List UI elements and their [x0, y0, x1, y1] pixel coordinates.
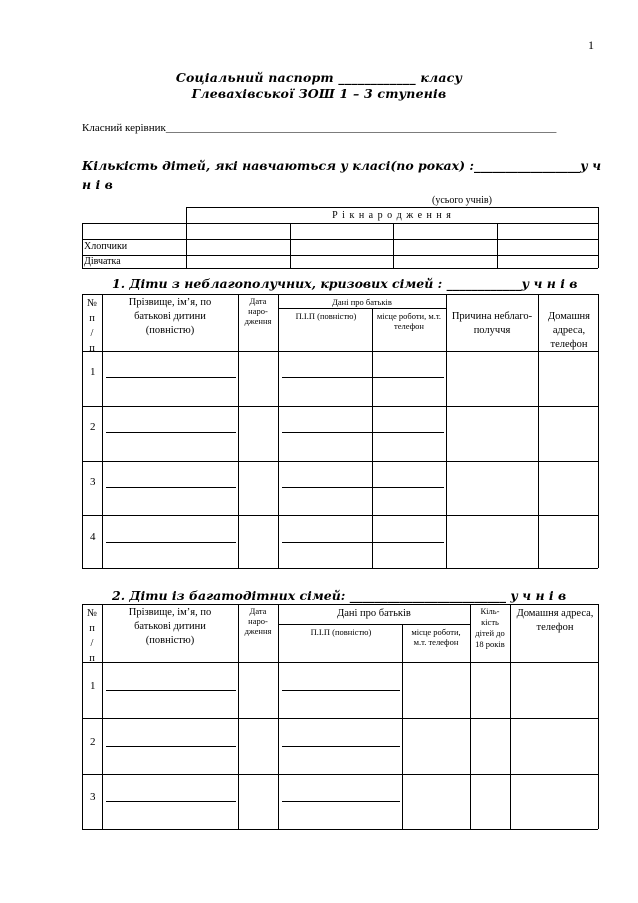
col-name-header: Прізвище, ім’я, по батькові дитини (повністю)	[128, 607, 212, 646]
col-address-header: Домашня адреса, телефон	[516, 608, 594, 633]
birth-year-header: Р і к н а р о д ж е н н я	[332, 210, 452, 221]
col-number-header: № п / п	[86, 608, 98, 664]
section2-title: 2. Діти із багатодітних сімей: _________________________ у ч н і в	[112, 588, 567, 603]
class-teacher-line: Класний керівник_______________________________________________________________________	[82, 122, 557, 134]
student-count-line: Кількість дітей, які навчаються у класі(по роках) :_________________у ч н і в	[82, 158, 602, 192]
section1-title: 1. Діти з неблагополучних, кризових сімей : ____________у ч н і в	[112, 276, 578, 291]
col-number-header: № п / п	[86, 298, 98, 354]
girls-label: Дівчатка	[84, 256, 121, 267]
col-birthdate-header: Дата наро-дження	[244, 606, 272, 636]
row-number: 1	[90, 680, 96, 692]
col-children-count-header: Кіль-кість дітей до 18 років	[475, 606, 505, 649]
boys-label: Хлопчики	[84, 241, 128, 252]
col-parents-header: Дані про батьків	[337, 608, 411, 619]
row-number: 3	[90, 791, 96, 803]
col-parents-work-header: місце роботи, м.т. телефон	[411, 627, 461, 647]
col-name-header: Прізвище, ім’я, по батькові дитини (повністю)	[128, 297, 212, 336]
row-number: 4	[90, 531, 96, 543]
col-reason-header: Причина неблаго-получчя	[451, 311, 533, 336]
row-number: 2	[90, 736, 96, 748]
row-number: 1	[90, 366, 96, 378]
col-parents-header: Дані про батьків	[332, 297, 392, 307]
row-number: 2	[90, 421, 96, 433]
col-birthdate-header: Дата наро-дження	[244, 296, 272, 326]
row-number: 3	[90, 476, 96, 488]
page-number: 1	[588, 38, 594, 52]
col-parents-name-header: П.І.П (повністю)	[310, 627, 372, 637]
col-address-header: Домашня адреса, телефон	[548, 311, 590, 350]
total-students-note: (усього учнів)	[432, 195, 492, 206]
col-parents-work-header: місце роботи, м.т. телефон	[376, 311, 442, 331]
page-title: Соціальний паспорт ____________ класу	[175, 70, 463, 85]
school-name: Глевахівської ЗОШ 1 – 3 ступенів	[191, 86, 447, 101]
col-parents-name-header: П.І.П (повністю)	[295, 311, 357, 321]
